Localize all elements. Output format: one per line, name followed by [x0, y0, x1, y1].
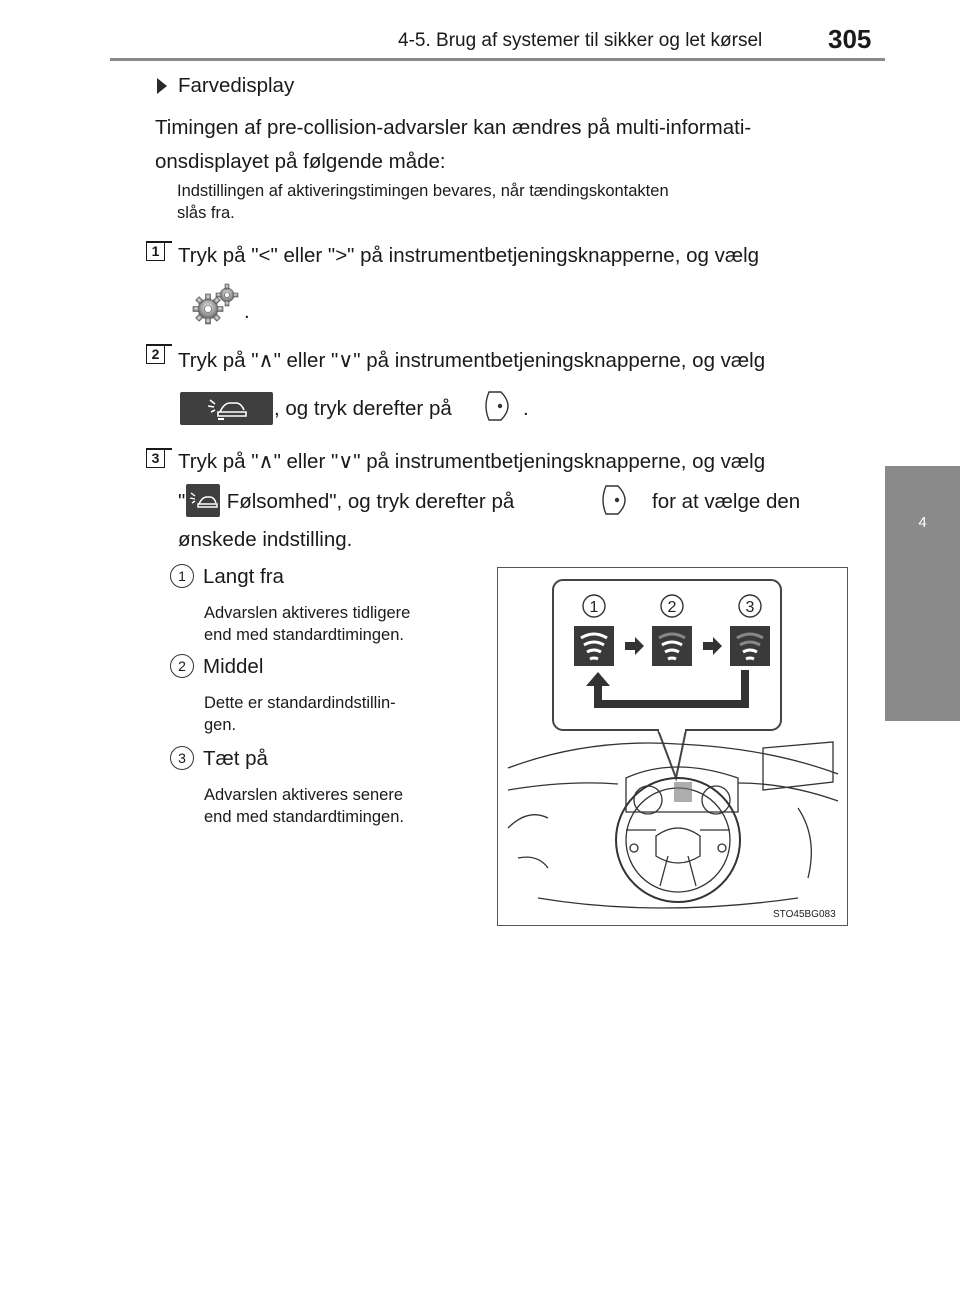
enter-button-icon [598, 480, 638, 520]
step-2-text-mid: , og tryk derefter på [274, 397, 452, 420]
pre-collision-small-icon [186, 484, 220, 517]
pre-collision-icon [180, 392, 273, 425]
chapter-label: Kørsel [25, 580, 45, 633]
option-desc-line2: end med standardtimingen. [204, 626, 404, 644]
chapter-number: 4 [918, 514, 927, 531]
intro-line-2: onsdisplayet på følgende måde: [155, 150, 446, 173]
note-line-2: slås fra. [177, 204, 235, 222]
header-divider [110, 58, 885, 61]
dashboard-line-art [508, 742, 838, 908]
option-number: 1 [170, 564, 194, 588]
option-title: Middel [203, 655, 264, 678]
step-1-text: Tryk på "<" eller ">" på instrumentbetjeningsknapperne, og vælg [178, 244, 760, 267]
svg-text:2: 2 [667, 599, 677, 616]
option-desc-line2: end med standardtimingen. [204, 808, 404, 826]
step-3-text-line3: ønskede indstilling. [178, 528, 353, 551]
step-3-quote: " [178, 490, 186, 513]
step-number-badge: 1 [146, 242, 165, 261]
callout-number-2 [661, 595, 683, 617]
option-desc-line1: Advarslen aktiveres senere [204, 786, 404, 804]
option-title: Tæt på [203, 747, 268, 770]
settings-gears-icon [190, 282, 242, 328]
step-2-text-end: . [523, 397, 529, 420]
sensitivity-middle-screen [652, 626, 692, 666]
heading-bullet-icon [157, 78, 167, 94]
step-3-text-end: for at vælge den [652, 490, 801, 513]
option-desc-line1: Dette er standardindstillin- [204, 694, 396, 712]
note-line-1: Indstillingen af aktiveringstimingen bevares, når tændingskontakten [177, 182, 669, 200]
section-heading: Farvedisplay [178, 74, 295, 97]
figure-code: STO45BG083 [773, 909, 836, 920]
step-number-badge: 2 [146, 345, 165, 364]
step-3-text: Tryk på "∧" eller "∨" på instrumentbetjeningsknapperne, og vælg [178, 450, 766, 473]
svg-text:3: 3 [745, 599, 755, 616]
svg-text:1: 1 [589, 599, 599, 616]
step-3-text-mid: Følsomhed", og tryk derefter på [221, 490, 515, 513]
step-2-text: Tryk på "∧" eller "∨" på instrumentbetjeningsknapperne, og vælg [178, 349, 766, 372]
sensitivity-illustration [497, 567, 848, 926]
callout-number-3 [739, 595, 761, 617]
option-title: Langt fra [203, 565, 284, 588]
callout-number-1 [583, 595, 605, 617]
enter-button-icon [481, 386, 521, 426]
intro-line-1: Timingen af pre-collision-advarsler kan ændres på multi-informati- [155, 116, 752, 139]
chapter-side-tab [885, 466, 960, 721]
sensitivity-near-screen [730, 626, 770, 666]
option-number: 3 [170, 746, 194, 770]
section-header-title: 4-5. Brug af systemer til sikker og let kørsel [398, 30, 763, 51]
option-desc-line2: gen. [204, 716, 237, 734]
option-number: 2 [170, 654, 194, 678]
option-desc-line1: Advarslen aktiveres tidligere [204, 604, 411, 622]
sensitivity-far-screen [574, 626, 614, 666]
step-number-badge: 3 [146, 449, 165, 468]
page-number: 305 [828, 24, 872, 54]
step-1-text-end: . [244, 300, 250, 323]
